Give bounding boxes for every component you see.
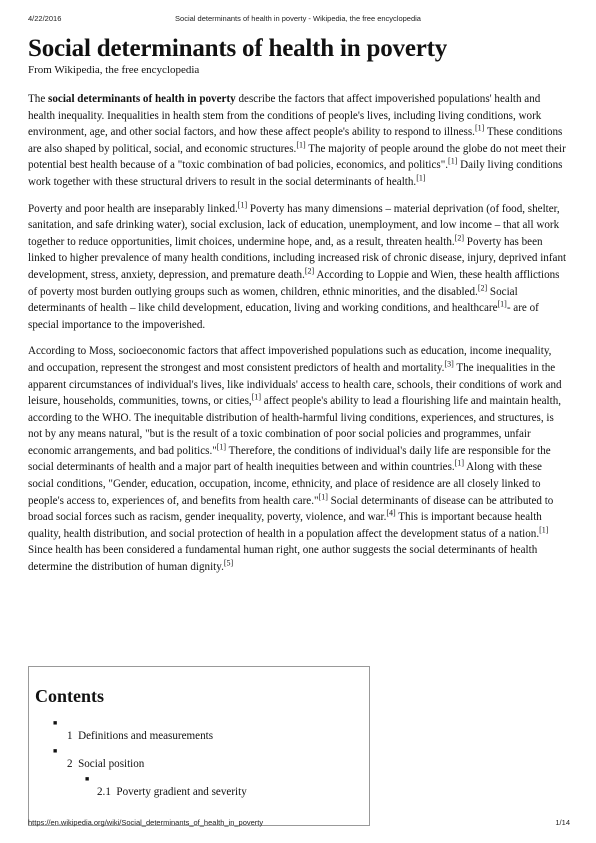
citation-link[interactable]: [1] [474, 123, 485, 133]
print-page-title: Social determinants of health in poverty - Wikipedia, the free encyclopedia [175, 14, 421, 23]
paragraph-intro [28, 91, 570, 191]
toc-bullet-row [29, 771, 369, 785]
bullet-icon: ■ [53, 747, 58, 755]
toc-label[interactable]: Poverty gradient and severity [116, 786, 247, 798]
citation-link[interactable]: [1] [454, 458, 464, 468]
table-of-contents [28, 666, 370, 826]
text-run: Since health has been considered a fundamental human right, one author suggests the social determinants of health determine the distribution of human dignity. [28, 544, 538, 574]
text-run: Social determinants of health – like child development, education, living and working conditions, and healthcare [28, 285, 518, 315]
citation-link[interactable]: [1] [251, 392, 262, 402]
toc-label[interactable]: Social position [78, 758, 145, 770]
text-run: affect people's ability to lead a flourishing life and maintain health, according to the WHO. The inequitable distribution of health-harmful living conditions, experiences, and structures, is not by any means natural, "but is the result of a toxic combination of poor social policies and programmes, unfair economic arrangements, and bad politics." [28, 395, 562, 457]
toc-heading: Contents [35, 686, 105, 706]
toc-number: 1 [67, 730, 73, 742]
print-footer [0, 818, 596, 830]
citation-link[interactable]: [3] [444, 359, 454, 369]
page-title: Social determinants of health in poverty [28, 35, 448, 62]
toc-label[interactable]: Definitions and measurements [78, 730, 214, 742]
citation-link[interactable]: [1] [416, 173, 426, 183]
paragraph-moss [28, 343, 570, 575]
citation-link[interactable]: [2] [304, 266, 315, 276]
text-run: According to Moss, socioeconomic factors that affect impoverished populations such as education, income inequality, and occupation, represent the strongest and most consistent predictors of health and mortality. [28, 345, 552, 374]
text-run: Social determinants of disease can be attributed to broad social forces such as racism, gender inequality, poverty, violence, and war. [28, 494, 554, 524]
text-run: These conditions are also shaped by political, social, and economic structures. [28, 126, 563, 155]
text-run: - are of special importance to the impoverished. [28, 302, 539, 331]
page-subtitle: From Wikipedia, the free encyclopedia [28, 64, 200, 76]
toc-bullet-row [29, 713, 369, 729]
citation-link[interactable]: [1] [237, 199, 248, 209]
print-header [0, 14, 596, 26]
citation-link[interactable]: [2] [454, 233, 464, 243]
citation-link[interactable]: [2] [477, 282, 488, 292]
text-run: Poverty has been linked to higher prevalence of many health conditions, including increased risk of chronic disease, injury, deprived infant development, stress, anxiety, depression, and premature death. [28, 235, 567, 281]
text-run: The inequalities in the apparent circumstances of individual's lives, like individuals' access to health care, schools, their conditions of work and leisure, households, communities, towns, or cities, [28, 361, 562, 408]
toc-list [29, 713, 369, 799]
citation-link[interactable]: [1] [497, 299, 507, 309]
citation-link[interactable]: [4] [386, 508, 396, 518]
bullet-icon: ■ [53, 719, 58, 727]
citation-link[interactable]: [1] [539, 525, 549, 535]
text-run: The [28, 93, 49, 105]
toc-number: 2.1 [97, 786, 111, 798]
text-run: Poverty has many dimensions – material deprivation (of food, shelter, sanitation, and safe drinking water), social exclusion, lack of education, unemployment, and low income – that all work together to reduce opportunities, limit choices, undermine hope, and, as a result, threaten health. [28, 202, 560, 248]
citation-link[interactable]: [1] [448, 156, 458, 166]
text-run: Along with these social conditions, "Gender, education, occupation, income, ethnicity, and place of residence are all closely linked to people's access to, experiences of, and benefits from health care." [28, 461, 542, 507]
toc-number: 2 [67, 758, 73, 770]
text-run: According to Loppie and Wien, these health afflictions of poverty most burden outlying groups such as women, children, ethnic minorities, and the disabled. [28, 268, 560, 298]
bullet-icon: ■ [85, 775, 90, 783]
text-run: Poverty and poor health are inseparably linked. [28, 202, 238, 215]
citation-link[interactable]: [1] [318, 491, 328, 501]
citation-link[interactable]: [1] [296, 140, 306, 150]
print-date: 4/22/2016 [28, 14, 62, 23]
toc-item-definitions[interactable] [29, 729, 369, 743]
text-run: describe the factors that affect impoverished populations' health and health inequality. Inequalities in health stem from the conditions of people's lives, including living conditions, work environment, age, and other social factors, and how these affect people's ability to respond to illness. [28, 93, 542, 139]
text-run: The majority of people around the globe do not meet their potential best health because of a "toxic combination of bad policies, economics, and politics". [28, 142, 566, 172]
toc-item-social-position[interactable] [29, 757, 369, 771]
text-run: Therefore, the conditions of individual's daily life are responsible for the social determinants of health and a major part of health inequities between and within countries. [28, 444, 551, 474]
paragraph-poverty [28, 201, 570, 334]
toc-item-poverty-gradient[interactable] [29, 785, 369, 799]
bold-term: social determinants of health in poverty [48, 93, 236, 105]
text-run: This is important because health quality, health distribution, and social protection of health in a population affect the development status of a nation. [28, 511, 542, 540]
citation-link[interactable]: [1] [216, 442, 227, 452]
print-url[interactable]: https://en.wikipedia.org/wiki/Social_determinants_of_health_in_poverty [28, 818, 264, 827]
page-number: 1/14 [555, 818, 570, 827]
text-run: Daily living conditions work together with these structural drivers to result in the social determinants of health. [28, 159, 563, 188]
article [28, 34, 570, 586]
toc-bullet-row [29, 743, 369, 757]
citation-link[interactable]: [5] [223, 558, 234, 568]
